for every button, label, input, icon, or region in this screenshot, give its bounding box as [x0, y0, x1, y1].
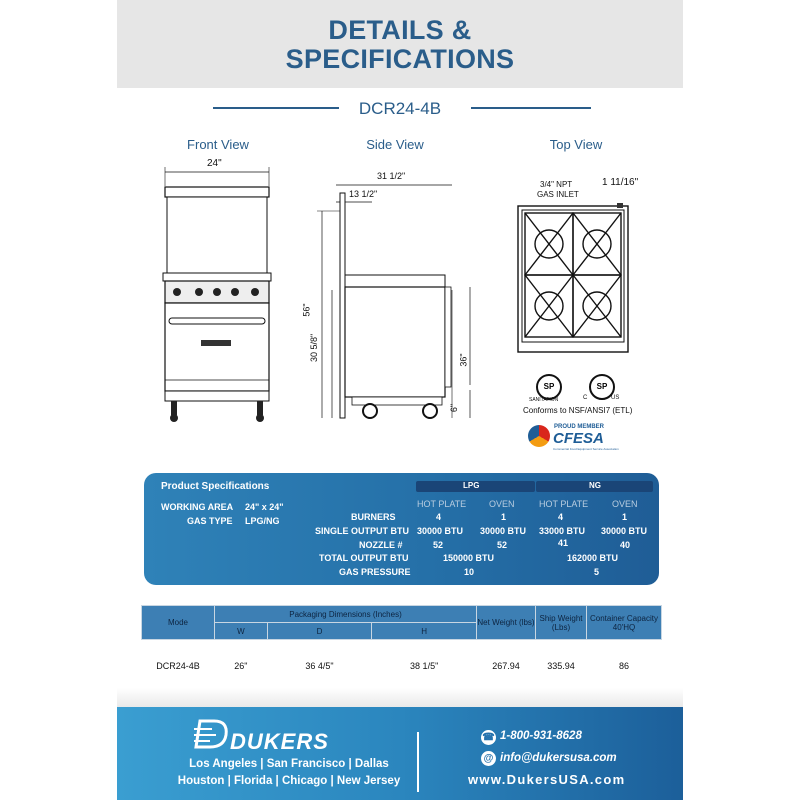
- burners-ng-oven: 1: [622, 512, 628, 522]
- page-title: [117, 16, 683, 74]
- front-width-dim: 24": [207, 158, 222, 169]
- nozzle-label: NOZZLE #: [359, 540, 403, 550]
- burners-label: BURNERS: [351, 512, 396, 522]
- cfesa-sub: Commercial Food Equipment Service Association: [553, 447, 619, 451]
- gas-inlet-offset-dim: 1 11/16": [602, 177, 639, 188]
- lpg-group-label: LPG: [463, 481, 480, 490]
- side-work-height-dim: 36": [458, 353, 469, 367]
- website-link[interactable]: www.DukersUSA.com: [468, 772, 626, 787]
- total-output-ng: 162000 BTU: [567, 553, 619, 563]
- footer-shadow: [117, 688, 683, 707]
- gas-type-label: GAS TYPE: [187, 516, 233, 526]
- nozzle-lpg-hot: 52: [433, 540, 444, 550]
- footer: [117, 707, 683, 800]
- cfesa-logo-icon: [528, 425, 550, 447]
- mode-header: Mode: [142, 606, 215, 640]
- single-output-label: SINGLE OUTPUT BTU: [315, 526, 409, 536]
- side-height-dim: 56": [301, 303, 312, 317]
- cities-line-2: Houston | Florida | Chicago | New Jersey: [177, 775, 401, 787]
- single-output-ng-hot: 33000 BTU: [539, 526, 586, 536]
- nozzle-ng-oven: 40: [620, 540, 631, 550]
- product-specs-heading: Product Specifications: [161, 481, 270, 492]
- cfesa-top-label: PROUD MEMBER: [554, 424, 605, 430]
- brand-name: DUKERS: [230, 729, 329, 754]
- gas-type-value: LPG/NG: [245, 516, 280, 526]
- nozzle-lpg-oven: 52: [497, 540, 508, 550]
- lpg-oven-header: OVEN: [489, 499, 515, 509]
- conformance-text: Conforms to NSF/ANSI7 (ETL): [523, 406, 633, 415]
- front-view-label: Front View: [187, 137, 249, 152]
- cfesa-name: CFESA: [553, 430, 604, 447]
- side-view-drawing: [312, 175, 482, 435]
- side-caster-dim: 6": [449, 403, 460, 413]
- burners-lpg-hot: 4: [436, 512, 442, 522]
- gas-pressure-ng: 5: [594, 567, 600, 577]
- packaging-header-row: [142, 606, 662, 623]
- phone-icon: ☎: [482, 732, 495, 743]
- single-output-lpg-oven: 30000 BTU: [480, 526, 527, 536]
- net-weight-header: Net Weight (lbs): [477, 606, 536, 640]
- row-h: 38 1/5": [372, 640, 477, 693]
- csa-c-label: C: [583, 395, 588, 401]
- top-view-drawing: [517, 203, 633, 358]
- email-link[interactable]: info@dukersusa.com: [500, 752, 617, 764]
- working-area-value: 24" x 24": [245, 502, 284, 512]
- lpg-hot-plate-header: HOT PLATE: [417, 499, 467, 509]
- side-depth-dim: 31 1/2": [377, 171, 406, 181]
- h-header: H: [372, 623, 477, 640]
- row-w: 26": [215, 640, 268, 693]
- gas-pressure-label: GAS PRESSURE: [339, 567, 411, 577]
- page-title-line2: SPECIFICATIONS: [285, 44, 515, 74]
- model-title: DCR24-4B: [358, 99, 442, 118]
- footer-divider: [417, 732, 419, 792]
- w-header: W: [215, 623, 268, 640]
- csa-us-label: US: [611, 395, 620, 401]
- csa-us-icon: SP: [589, 374, 615, 400]
- container-header: Container Capacity 40'HQ: [587, 606, 662, 640]
- row-d: 36 4/5": [267, 640, 372, 693]
- row-container: 86: [587, 640, 662, 693]
- single-output-ng-oven: 30000 BTU: [601, 526, 648, 536]
- page-title-line1: DETAILS &: [328, 15, 472, 45]
- ng-group-label: NG: [589, 481, 601, 490]
- gas-pressure-lpg: 10: [464, 567, 475, 577]
- ng-oven-header: OVEN: [612, 499, 638, 509]
- spec-sheet: [117, 0, 683, 800]
- ship-weight-header: Ship Weight (Lbs): [536, 606, 587, 640]
- row-mode: DCR24-4B: [142, 640, 215, 693]
- row-net: 267.94: [477, 640, 536, 693]
- dimensions-header: Packaging Dimensions (Inches): [215, 606, 477, 623]
- burners-ng-hot: 4: [558, 512, 564, 522]
- csa-sanitation-icon: SP: [536, 374, 562, 400]
- side-shelf-dim: 13 1/2": [349, 189, 378, 199]
- ng-hot-plate-header: HOT PLATE: [539, 499, 589, 509]
- row-ship: 335.94: [536, 640, 587, 693]
- nozzle-ng-hot: 41: [558, 538, 569, 548]
- front-view-drawing: [157, 160, 277, 430]
- table-row: [142, 640, 662, 693]
- product-specs-panel: [144, 473, 659, 585]
- burners-lpg-oven: 1: [501, 512, 507, 522]
- side-view-label: Side View: [366, 137, 424, 152]
- gas-inlet-label-2: GAS INLET: [537, 190, 579, 199]
- total-output-label: TOTAL OUTPUT BTU: [319, 553, 409, 563]
- side-lower-dim: 30 5/8": [309, 333, 319, 362]
- cities-line-1: Los Angeles | San Francisco | Dallas: [189, 758, 389, 770]
- d-header: D: [267, 623, 372, 640]
- sanitation-label: SANITATION: [529, 397, 559, 403]
- dukers-logo-icon: [194, 717, 230, 751]
- total-output-lpg: 150000 BTU: [443, 553, 495, 563]
- top-view-label: Top View: [549, 137, 603, 152]
- single-output-lpg-hot: 30000 BTU: [417, 526, 464, 536]
- packaging-table: [141, 605, 662, 693]
- phone-link[interactable]: 1-800-931-8628: [500, 730, 582, 742]
- email-icon: @: [481, 751, 496, 766]
- model-rule-right: [471, 107, 591, 109]
- gas-inlet-label-1: 3/4" NPT: [540, 180, 573, 189]
- working-area-label: WORKING AREA: [161, 502, 234, 512]
